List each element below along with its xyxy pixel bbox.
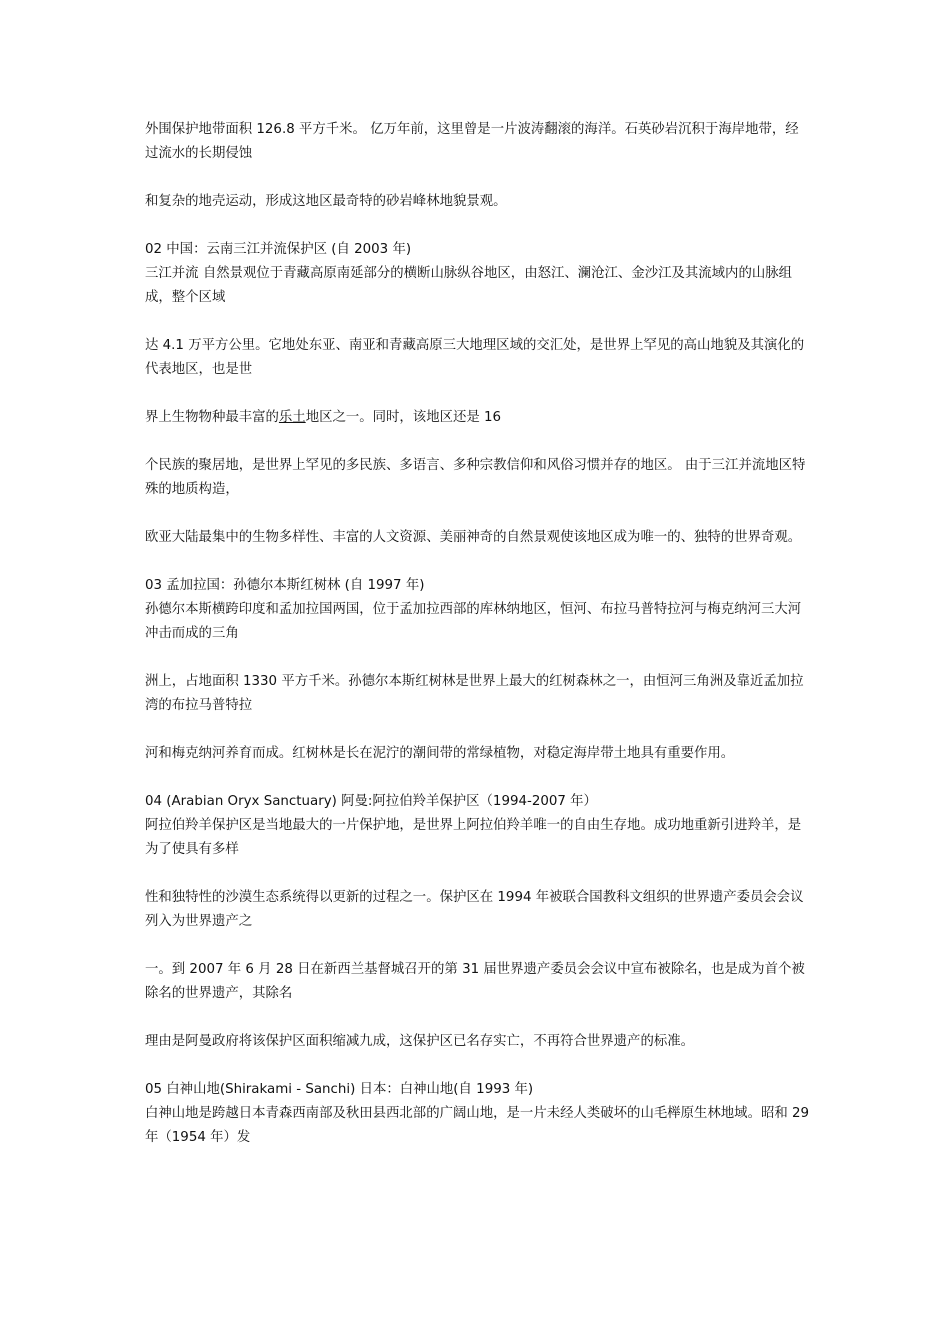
- paragraph-gap: [145, 166, 810, 190]
- section-02-title: 02 中国：云南三江并流保护区 (自 2003 年): [145, 242, 412, 257]
- paragraph-gap: [145, 1054, 810, 1078]
- paragraph-gap: [145, 1006, 810, 1030]
- paragraph-gap: [145, 646, 810, 670]
- paragraph-gap: [145, 718, 810, 742]
- section-03-paragraph-1: 孙德尔本斯横跨印度和孟加拉国两国，位于孟加拉西部的库林纳地区，恒河、布拉马普特拉河与梅克纳河三大河冲击而成的三角: [145, 602, 802, 641]
- section-02-paragraph-3: [145, 406, 810, 430]
- paragraph-intro-2: 和复杂的地壳运动，形成这地区最奇特的砂岩峰林地貌景观。: [145, 194, 507, 209]
- section-04-paragraph-3: 一。到 2007 年 6 月 28 日在新西兰基督城召开的第 31 届世界遗产委员会会议中宣布被除名，也是成为首个被除名的世界遗产，其除名: [145, 962, 805, 1001]
- paragraph-gap: [145, 766, 810, 790]
- section-02-paragraph-5: 欧亚大陆最集中的生物多样性、丰富的人文资源、美丽神奇的自然景观使该地区成为唯一的、独特的世界奇观。: [145, 530, 802, 545]
- section-04-paragraph-4: 理由是阿曼政府将该保护区面积缩减九成，这保护区已名存实亡，不再符合世界遗产的标准。: [145, 1034, 695, 1049]
- section-02-paragraph-3-text-a: 界上生物物种最丰富的: [145, 410, 279, 425]
- paragraph-gap: [145, 862, 810, 886]
- paragraph-gap: [145, 502, 810, 526]
- section-02-paragraph-1: 三江并流 自然景观位于青藏高原南延部分的横断山脉纵谷地区，由怒江、澜沧江、金沙江及其流域内的山脉组成，整个区域: [145, 266, 793, 305]
- paragraph-gap: [145, 214, 810, 238]
- section-05-paragraph-1: 白神山地是跨越日本青森西南部及秋田县西北部的广阔山地，是一片未经人类破坏的山毛榉原生林地域。昭和 29 年（1954 年）发: [145, 1106, 810, 1145]
- section-04-title: 04 (Arabian Oryx Sanctuary) 阿曼:阿拉伯羚羊保护区（1994-2007 年）: [145, 794, 597, 809]
- underlined-link-text[interactable]: 乐土: [278, 410, 306, 425]
- paragraph-gap: [145, 430, 810, 454]
- section-03-paragraph-3: 河和梅克纳河养育而成。红树林是长在泥泞的潮间带的常绿植物，对稳定海岸带土地具有重要作用。: [145, 746, 735, 761]
- section-02-paragraph-2: 达 4.1 万平方公里。它地处东亚、南亚和青藏高原三大地理区域的交汇处，是世界上罕见的高山地貌及其演化的代表地区，也是世: [145, 338, 805, 377]
- section-03-title: 03 孟加拉国：孙德尔本斯红树林 (自 1997 年): [145, 578, 425, 593]
- section-03-paragraph-2: 洲上，占地面积 1330 平方千米。孙德尔本斯红树林是世界上最大的红树森林之一，由恒河三角洲及靠近孟加拉湾的布拉马普特拉: [145, 674, 804, 713]
- section-04-paragraph-2: 性和独特性的沙漠生态系统得以更新的过程之一。保护区在 1994 年被联合国教科文组织的世界遗产委员会会议列入为世界遗产之: [145, 890, 804, 929]
- section-02-paragraph-3-text-b: 地区之一。同时，该地区还是 16: [305, 410, 502, 425]
- section-02-paragraph-4: 个民族的聚居地，是世界上罕见的多民族、多语言、多种宗教信仰和风俗习惯并存的地区。 由于三江并流地区特殊的地质构造，: [145, 458, 806, 497]
- paragraph-gap: [145, 550, 810, 574]
- document-body: [145, 118, 810, 1150]
- paragraph-gap: [145, 382, 810, 406]
- paragraph-gap: [145, 934, 810, 958]
- paragraph-intro-1: 外围保护地带面积 126.8 平方千米。 亿万年前，这里曾是一片波涛翻滚的海洋。石英砂岩沉积于海岸地带，经过流水的长期侵蚀: [145, 122, 799, 161]
- paragraph-gap: [145, 310, 810, 334]
- section-05-title: 05 白神山地(Shirakami - Sanchi) 日本：白神山地(自 1993 年): [145, 1082, 534, 1097]
- section-04-paragraph-1: 阿拉伯羚羊保护区是当地最大的一片保护地，是世界上阿拉伯羚羊唯一的自由生存地。成功地重新引进羚羊，是为了使具有多样: [145, 818, 802, 857]
